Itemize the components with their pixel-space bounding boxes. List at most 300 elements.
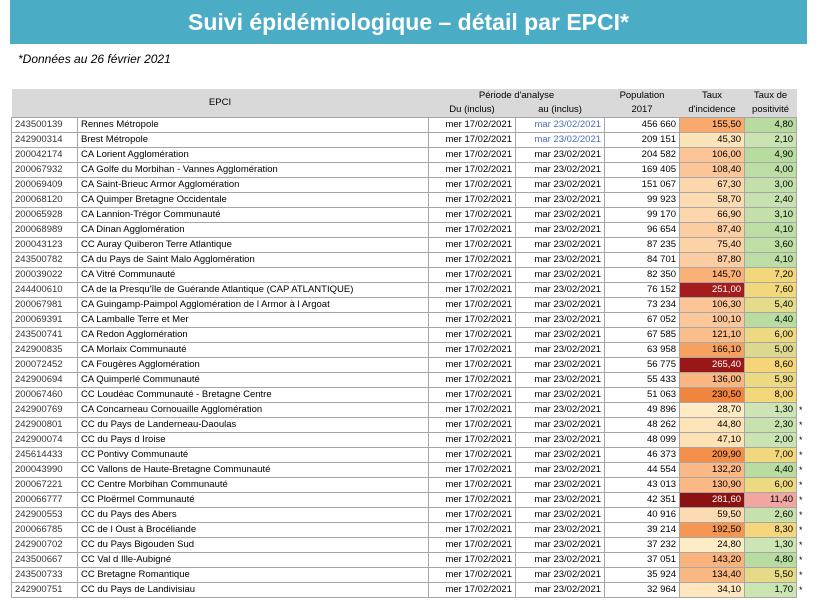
date-from-cell: mer 17/02/2021 xyxy=(429,418,516,433)
positivity-rate-cell: 7,00 xyxy=(745,448,797,463)
table-row xyxy=(12,343,810,358)
incidence-rate-cell: 145,70 xyxy=(680,268,745,283)
footnote-mark-cell: * xyxy=(799,525,803,535)
incidence-rate-cell: 45,30 xyxy=(680,133,745,148)
positivity-rate-cell: 4,80 xyxy=(745,118,797,133)
date-from-cell: mer 17/02/2021 xyxy=(429,283,516,298)
footnote-mark-cell: * xyxy=(799,420,803,430)
population-cell: 43 013 xyxy=(605,478,680,493)
footnote-mark-cell: * xyxy=(799,465,803,475)
epci-name-cell: CA Guingamp-Paimpol Agglomération de l Armor à l Argoat xyxy=(78,298,429,313)
table-row xyxy=(12,268,810,283)
table-row xyxy=(12,328,810,343)
population-cell: 37 051 xyxy=(605,553,680,568)
epci-code-cell: 243500733 xyxy=(12,568,78,583)
table-row xyxy=(12,418,810,433)
table-row xyxy=(12,223,810,238)
date-from-cell: mer 17/02/2021 xyxy=(429,163,516,178)
table-row xyxy=(12,373,810,388)
epci-code-cell: 242900801 xyxy=(12,418,78,433)
date-to-cell: mar 23/02/2021 xyxy=(516,328,605,343)
date-to-cell: mar 23/02/2021 xyxy=(516,133,605,148)
table-row xyxy=(12,448,810,463)
date-from-cell: mer 17/02/2021 xyxy=(429,553,516,568)
epci-name-cell: CA Lamballe Terre et Mer xyxy=(78,313,429,328)
table-row xyxy=(12,313,810,328)
table-row xyxy=(12,238,810,253)
table-row xyxy=(12,553,810,568)
footnote-mark-cell xyxy=(797,343,810,358)
positivity-rate-cell: 3,10 xyxy=(745,208,797,223)
epci-name-cell: CA Saint-Brieuc Armor Agglomération xyxy=(78,178,429,193)
epci-name-cell: CA Morlaix Communauté xyxy=(78,343,429,358)
incidence-rate-cell: 281,60 xyxy=(680,493,745,508)
epci-code-cell: 243500139 xyxy=(12,118,78,133)
date-from-cell: mer 17/02/2021 xyxy=(429,523,516,538)
date-to-cell: mar 23/02/2021 xyxy=(516,298,605,313)
population-cell: 87 235 xyxy=(605,238,680,253)
date-from-cell: mer 17/02/2021 xyxy=(429,118,516,133)
epci-code-cell: 242900769 xyxy=(12,403,78,418)
data-date-note: *Données au 26 février 2021 xyxy=(18,52,171,66)
population-cell: 35 924 xyxy=(605,568,680,583)
date-from-cell: mer 17/02/2021 xyxy=(429,388,516,403)
date-to-cell: mar 23/02/2021 xyxy=(516,433,605,448)
positivity-rate-cell: 4,10 xyxy=(745,253,797,268)
population-cell: 96 654 xyxy=(605,223,680,238)
footnote-mark-cell xyxy=(797,268,810,283)
incidence-rate-cell: 132,20 xyxy=(680,463,745,478)
population-cell: 49 896 xyxy=(605,403,680,418)
incidence-rate-cell: 251,00 xyxy=(680,283,745,298)
incidence-rate-cell: 106,30 xyxy=(680,298,745,313)
incidence-rate-cell: 87,40 xyxy=(680,223,745,238)
positivity-rate-cell: 2,40 xyxy=(745,193,797,208)
population-cell: 40 916 xyxy=(605,508,680,523)
positivity-rate-cell: 7,60 xyxy=(745,283,797,298)
incidence-rate-cell: 24,80 xyxy=(680,538,745,553)
population-cell: 63 958 xyxy=(605,343,680,358)
header-taux-incidence-line1: Taux xyxy=(680,89,745,103)
epci-name-cell: Brest Métropole xyxy=(78,133,429,148)
population-cell: 48 262 xyxy=(605,418,680,433)
date-to-cell: mar 23/02/2021 xyxy=(516,448,605,463)
table-row xyxy=(12,148,810,163)
table-row xyxy=(12,523,810,538)
table-row xyxy=(12,583,810,598)
incidence-rate-cell: 230,50 xyxy=(680,388,745,403)
date-to-cell: mar 23/02/2021 xyxy=(516,508,605,523)
epci-code-cell: 200043123 xyxy=(12,238,78,253)
epci-code-cell: 243500741 xyxy=(12,328,78,343)
header-population-year: 2017 xyxy=(605,103,680,118)
footnote-mark-cell xyxy=(797,298,810,313)
incidence-rate-cell: 209,90 xyxy=(680,448,745,463)
epci-name-cell: CC du Pays des Abers xyxy=(78,508,429,523)
incidence-rate-cell: 59,50 xyxy=(680,508,745,523)
incidence-rate-cell: 136,00 xyxy=(680,373,745,388)
epci-code-cell: 200067221 xyxy=(12,478,78,493)
table-row xyxy=(12,208,810,223)
positivity-rate-cell: 4,90 xyxy=(745,148,797,163)
positivity-rate-cell: 4,40 xyxy=(745,313,797,328)
positivity-rate-cell: 2,60 xyxy=(745,508,797,523)
population-cell: 39 214 xyxy=(605,523,680,538)
date-to-cell: mar 23/02/2021 xyxy=(516,268,605,283)
epci-code-cell: 200068989 xyxy=(12,223,78,238)
epci-code-cell: 242900694 xyxy=(12,373,78,388)
date-to-cell: mar 23/02/2021 xyxy=(516,223,605,238)
table-row xyxy=(12,463,810,478)
positivity-rate-cell: 6,00 xyxy=(745,478,797,493)
positivity-rate-cell: 2,30 xyxy=(745,418,797,433)
population-cell: 151 067 xyxy=(605,178,680,193)
epci-code-cell: 200069391 xyxy=(12,313,78,328)
footnote-mark-cell: * xyxy=(799,555,803,565)
table-row xyxy=(12,283,810,298)
incidence-rate-cell: 28,70 xyxy=(680,403,745,418)
positivity-rate-cell: 3,00 xyxy=(745,178,797,193)
footnote-mark-cell xyxy=(797,163,810,178)
date-to-cell: mar 23/02/2021 xyxy=(516,583,605,598)
epci-name-cell: CC du Pays Bigouden Sud xyxy=(78,538,429,553)
table-row xyxy=(12,538,810,553)
footnote-mark-cell xyxy=(797,283,810,298)
epci-code-cell: 200042174 xyxy=(12,148,78,163)
positivity-rate-cell: 1,30 xyxy=(745,538,797,553)
epci-code-cell: 200067932 xyxy=(12,163,78,178)
positivity-rate-cell: 5,40 xyxy=(745,298,797,313)
population-cell: 67 052 xyxy=(605,313,680,328)
incidence-rate-cell: 143,20 xyxy=(680,553,745,568)
population-cell: 76 152 xyxy=(605,283,680,298)
epci-code-cell: 200068120 xyxy=(12,193,78,208)
date-from-cell: mer 17/02/2021 xyxy=(429,148,516,163)
footnote-mark-cell: * xyxy=(799,540,803,550)
table-row xyxy=(12,178,810,193)
date-to-cell: mar 23/02/2021 xyxy=(516,388,605,403)
epci-code-cell: 242900074 xyxy=(12,433,78,448)
epci-table xyxy=(11,89,810,598)
incidence-rate-cell: 47,10 xyxy=(680,433,745,448)
date-to-cell: mar 23/02/2021 xyxy=(516,253,605,268)
date-from-cell: mer 17/02/2021 xyxy=(429,373,516,388)
epci-code-cell: 200043990 xyxy=(12,463,78,478)
population-cell: 456 660 xyxy=(605,118,680,133)
footnote-mark-cell: * xyxy=(799,570,803,580)
incidence-rate-cell: 106,00 xyxy=(680,148,745,163)
footnote-mark-cell xyxy=(797,328,810,343)
footnote-mark-cell: * xyxy=(799,480,803,490)
positivity-rate-cell: 11,40 xyxy=(745,493,797,508)
table-row xyxy=(12,508,810,523)
date-from-cell: mer 17/02/2021 xyxy=(429,493,516,508)
positivity-rate-cell: 5,00 xyxy=(745,343,797,358)
population-cell: 37 232 xyxy=(605,538,680,553)
population-cell: 204 582 xyxy=(605,148,680,163)
epci-name-cell: CA Lannion-Trégor Communauté xyxy=(78,208,429,223)
table-row xyxy=(12,358,810,373)
table-row xyxy=(12,298,810,313)
table-row xyxy=(12,433,810,448)
table-row xyxy=(12,478,810,493)
footnote-mark-cell xyxy=(797,208,810,223)
date-from-cell: mer 17/02/2021 xyxy=(429,478,516,493)
date-from-cell: mer 17/02/2021 xyxy=(429,508,516,523)
footnote-mark-cell xyxy=(797,178,810,193)
population-cell: 48 099 xyxy=(605,433,680,448)
date-from-cell: mer 17/02/2021 xyxy=(429,253,516,268)
date-to-cell: mar 23/02/2021 xyxy=(516,463,605,478)
incidence-rate-cell: 192,50 xyxy=(680,523,745,538)
incidence-rate-cell: 155,50 xyxy=(680,118,745,133)
epci-name-cell: CA Golfe du Morbihan - Vannes Agglomération xyxy=(78,163,429,178)
footnote-mark-cell xyxy=(797,388,810,403)
incidence-rate-cell: 134,40 xyxy=(680,568,745,583)
incidence-rate-cell: 34,10 xyxy=(680,583,745,598)
table-row xyxy=(12,163,810,178)
positivity-rate-cell: 5,50 xyxy=(745,568,797,583)
incidence-rate-cell: 121,10 xyxy=(680,328,745,343)
footnote-mark-cell xyxy=(797,313,810,328)
population-cell: 169 405 xyxy=(605,163,680,178)
footnote-mark-cell xyxy=(797,223,810,238)
date-from-cell: mer 17/02/2021 xyxy=(429,463,516,478)
positivity-rate-cell: 1,30 xyxy=(745,403,797,418)
footnote-mark-cell: * xyxy=(799,450,803,460)
population-cell: 51 063 xyxy=(605,388,680,403)
footnote-mark-cell xyxy=(797,148,810,163)
header-du: Du (inclus) xyxy=(429,103,516,118)
table-row xyxy=(12,388,810,403)
epci-code-cell: 200065928 xyxy=(12,208,78,223)
footnote-mark-cell xyxy=(797,193,810,208)
date-to-cell: mar 23/02/2021 xyxy=(516,403,605,418)
epci-name-cell: Rennes Métropole xyxy=(78,118,429,133)
epci-name-cell: CC Loudéac Communauté - Bretagne Centre xyxy=(78,388,429,403)
header-epci: EPCI xyxy=(12,89,429,118)
header-taux-positivite-line2: positivité xyxy=(745,103,797,118)
date-to-cell: mar 23/02/2021 xyxy=(516,118,605,133)
population-cell: 73 234 xyxy=(605,298,680,313)
positivity-rate-cell: 7,20 xyxy=(745,268,797,283)
incidence-rate-cell: 100,10 xyxy=(680,313,745,328)
epci-name-cell: CC Auray Quiberon Terre Atlantique xyxy=(78,238,429,253)
positivity-rate-cell: 4,10 xyxy=(745,223,797,238)
epci-name-cell: CA Concarneau Cornouaille Agglomération xyxy=(78,403,429,418)
date-from-cell: mer 17/02/2021 xyxy=(429,448,516,463)
positivity-rate-cell: 2,10 xyxy=(745,133,797,148)
header-taux-positivite-line1: Taux de xyxy=(745,89,797,103)
header-periode: Période d'analyse xyxy=(429,89,605,103)
epci-name-cell: CC du Pays de Landerneau-Daoulas xyxy=(78,418,429,433)
epci-code-cell: 243500782 xyxy=(12,253,78,268)
date-from-cell: mer 17/02/2021 xyxy=(429,403,516,418)
epci-name-cell: CA de la Presqu'île de Guérande Atlantique (CAP ATLANTIQUE) xyxy=(78,283,429,298)
date-from-cell: mer 17/02/2021 xyxy=(429,358,516,373)
header-taux-incidence-line2: d'incidence xyxy=(680,103,745,118)
positivity-rate-cell: 4,40 xyxy=(745,463,797,478)
epci-name-cell: CA Quimper Bretagne Occidentale xyxy=(78,193,429,208)
epci-code-cell: 200039022 xyxy=(12,268,78,283)
epci-name-cell: CC Vallons de Haute-Bretagne Communauté xyxy=(78,463,429,478)
population-cell: 99 170 xyxy=(605,208,680,223)
date-to-cell: mar 23/02/2021 xyxy=(516,553,605,568)
population-cell: 55 433 xyxy=(605,373,680,388)
footnote-mark-cell: * xyxy=(799,435,803,445)
date-to-cell: mar 23/02/2021 xyxy=(516,358,605,373)
incidence-rate-cell: 265,40 xyxy=(680,358,745,373)
date-to-cell: mar 23/02/2021 xyxy=(516,418,605,433)
date-from-cell: mer 17/02/2021 xyxy=(429,313,516,328)
epci-code-cell: 242900835 xyxy=(12,343,78,358)
incidence-rate-cell: 87,80 xyxy=(680,253,745,268)
table-row xyxy=(12,568,810,583)
header-population: Population xyxy=(605,89,680,103)
date-from-cell: mer 17/02/2021 xyxy=(429,133,516,148)
population-cell: 32 964 xyxy=(605,583,680,598)
date-from-cell: mer 17/02/2021 xyxy=(429,223,516,238)
footnote-mark-cell xyxy=(797,373,810,388)
table-row xyxy=(12,193,810,208)
date-to-cell: mar 23/02/2021 xyxy=(516,373,605,388)
epci-code-cell: 200067460 xyxy=(12,388,78,403)
epci-name-cell: CA Fougères Agglomération xyxy=(78,358,429,373)
positivity-rate-cell: 1,70 xyxy=(745,583,797,598)
incidence-rate-cell: 130,90 xyxy=(680,478,745,493)
population-cell: 56 775 xyxy=(605,358,680,373)
incidence-rate-cell: 66,90 xyxy=(680,208,745,223)
positivity-rate-cell: 8,60 xyxy=(745,358,797,373)
table-body xyxy=(12,118,810,598)
incidence-rate-cell: 44,80 xyxy=(680,418,745,433)
footnote-mark-cell: * xyxy=(799,495,803,505)
epci-code-cell: 243500667 xyxy=(12,553,78,568)
date-to-cell: mar 23/02/2021 xyxy=(516,208,605,223)
date-to-cell: mar 23/02/2021 xyxy=(516,538,605,553)
header-au: au (inclus) xyxy=(516,103,605,118)
table-header xyxy=(12,89,810,118)
epci-name-cell: CC de l Oust à Brocéliande xyxy=(78,523,429,538)
table-row xyxy=(12,253,810,268)
epci-name-cell: CC du Pays d Iroise xyxy=(78,433,429,448)
date-from-cell: mer 17/02/2021 xyxy=(429,538,516,553)
population-cell: 42 351 xyxy=(605,493,680,508)
date-from-cell: mer 17/02/2021 xyxy=(429,298,516,313)
epci-code-cell: 242900702 xyxy=(12,538,78,553)
positivity-rate-cell: 5,90 xyxy=(745,373,797,388)
epci-code-cell: 242900314 xyxy=(12,133,78,148)
date-to-cell: mar 23/02/2021 xyxy=(516,238,605,253)
date-from-cell: mer 17/02/2021 xyxy=(429,178,516,193)
population-cell: 209 151 xyxy=(605,133,680,148)
footnote-mark-cell xyxy=(797,253,810,268)
population-cell: 46 373 xyxy=(605,448,680,463)
footnote-mark-cell xyxy=(797,238,810,253)
footnote-mark-cell: * xyxy=(799,405,803,415)
date-to-cell: mar 23/02/2021 xyxy=(516,478,605,493)
date-from-cell: mer 17/02/2021 xyxy=(429,583,516,598)
epci-name-cell: CA Redon Agglomération xyxy=(78,328,429,343)
incidence-rate-cell: 75,40 xyxy=(680,238,745,253)
date-from-cell: mer 17/02/2021 xyxy=(429,328,516,343)
positivity-rate-cell: 4,80 xyxy=(745,553,797,568)
epci-code-cell: 200066777 xyxy=(12,493,78,508)
date-from-cell: mer 17/02/2021 xyxy=(429,193,516,208)
incidence-rate-cell: 108,40 xyxy=(680,163,745,178)
population-cell: 84 701 xyxy=(605,253,680,268)
date-from-cell: mer 17/02/2021 xyxy=(429,208,516,223)
positivity-rate-cell: 2,00 xyxy=(745,433,797,448)
date-to-cell: mar 23/02/2021 xyxy=(516,283,605,298)
date-to-cell: mar 23/02/2021 xyxy=(516,178,605,193)
date-from-cell: mer 17/02/2021 xyxy=(429,433,516,448)
epci-code-cell: 242900751 xyxy=(12,583,78,598)
footnote-mark-cell xyxy=(797,118,810,133)
date-to-cell: mar 23/02/2021 xyxy=(516,493,605,508)
epci-code-cell: 200069409 xyxy=(12,178,78,193)
date-to-cell: mar 23/02/2021 xyxy=(516,313,605,328)
footnote-mark-cell xyxy=(797,133,810,148)
positivity-rate-cell: 8,00 xyxy=(745,388,797,403)
population-cell: 99 923 xyxy=(605,193,680,208)
epci-code-cell: 200072452 xyxy=(12,358,78,373)
epci-code-cell: 245614433 xyxy=(12,448,78,463)
population-cell: 44 554 xyxy=(605,463,680,478)
epci-code-cell: 200067981 xyxy=(12,298,78,313)
date-to-cell: mar 23/02/2021 xyxy=(516,343,605,358)
date-to-cell: mar 23/02/2021 xyxy=(516,163,605,178)
population-cell: 82 350 xyxy=(605,268,680,283)
epci-name-cell: CC Bretagne Romantique xyxy=(78,568,429,583)
date-to-cell: mar 23/02/2021 xyxy=(516,148,605,163)
page-title: Suivi épidémiologique – détail par EPCI* xyxy=(10,0,807,44)
table-row xyxy=(12,133,810,148)
epci-name-cell: CA Vitré Communauté xyxy=(78,268,429,283)
date-from-cell: mer 17/02/2021 xyxy=(429,238,516,253)
table-row xyxy=(12,403,810,418)
incidence-rate-cell: 58,70 xyxy=(680,193,745,208)
date-from-cell: mer 17/02/2021 xyxy=(429,343,516,358)
incidence-rate-cell: 166,10 xyxy=(680,343,745,358)
date-from-cell: mer 17/02/2021 xyxy=(429,268,516,283)
epci-name-cell: CC Centre Morbihan Communauté xyxy=(78,478,429,493)
footnote-mark-cell: * xyxy=(799,585,803,595)
epci-name-cell: CA Dinan Agglomération xyxy=(78,223,429,238)
positivity-rate-cell: 6,00 xyxy=(745,328,797,343)
epci-name-cell: CC du Pays de Landivisiau xyxy=(78,583,429,598)
positivity-rate-cell: 8,30 xyxy=(745,523,797,538)
epci-code-cell: 200066785 xyxy=(12,523,78,538)
epci-name-cell: CA Lorient Agglomération xyxy=(78,148,429,163)
date-to-cell: mar 23/02/2021 xyxy=(516,523,605,538)
epci-name-cell: CA du Pays de Saint Malo Agglomération xyxy=(78,253,429,268)
date-to-cell: mar 23/02/2021 xyxy=(516,568,605,583)
footnote-mark-cell xyxy=(797,358,810,373)
positivity-rate-cell: 3,60 xyxy=(745,238,797,253)
table-row xyxy=(12,118,810,133)
footnote-mark-cell: * xyxy=(799,510,803,520)
date-to-cell: mar 23/02/2021 xyxy=(516,193,605,208)
epci-name-cell: CA Quimperlé Communauté xyxy=(78,373,429,388)
population-cell: 67 585 xyxy=(605,328,680,343)
epci-code-cell: 242900553 xyxy=(12,508,78,523)
epci-name-cell: CC Val d Ille-Aubigné xyxy=(78,553,429,568)
epci-name-cell: CC Pontivy Communauté xyxy=(78,448,429,463)
epci-code-cell: 244400610 xyxy=(12,283,78,298)
epci-name-cell: CC Ploërmel Communauté xyxy=(78,493,429,508)
incidence-rate-cell: 67,30 xyxy=(680,178,745,193)
